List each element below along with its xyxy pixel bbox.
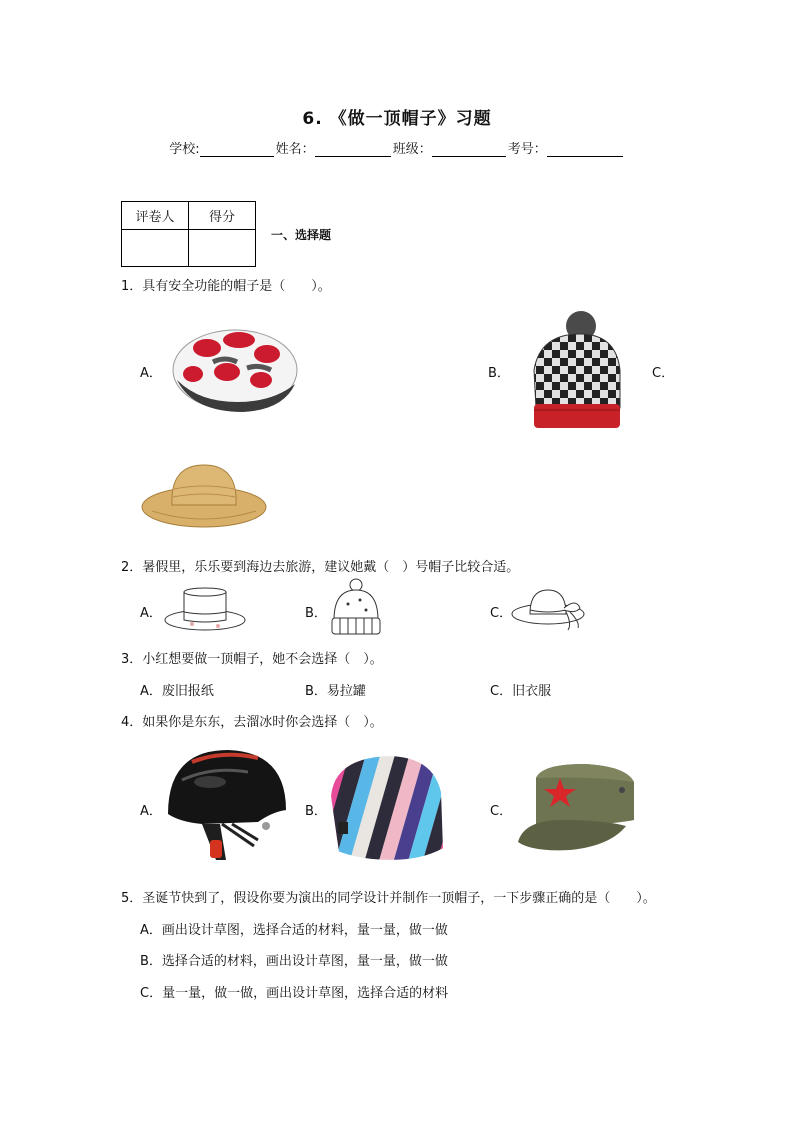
q4-option-c[interactable]: C． <box>490 804 513 819</box>
score-table <box>121 201 256 267</box>
q5-option-c[interactable]: C．量一量，做一做，画出设计草图，选择合适的材料 <box>140 986 449 1001</box>
score-header: 得分 <box>189 202 256 230</box>
q3-option-a[interactable]: A．废旧报纸 <box>140 684 214 699</box>
question-1: 1．具有安全功能的帽子是（ ）。 <box>121 279 331 294</box>
school-blank[interactable] <box>200 142 274 157</box>
q2-option-a[interactable]: A． <box>140 606 162 621</box>
score-cell[interactable] <box>189 230 256 267</box>
q3-option-c[interactable]: C．旧衣服 <box>490 684 552 699</box>
number-blank[interactable] <box>547 142 623 157</box>
section-heading: 一、选择题 <box>271 228 332 242</box>
question-5: 5．圣诞节快到了，假设你要为演出的同学设计并制作一顶帽子，一下步骤正确的是（ ）。 <box>121 891 656 906</box>
grader-cell[interactable] <box>122 230 189 267</box>
question-4: 4．如果你是东东，去溜冰时你会选择（ ）。 <box>121 715 383 730</box>
q5-option-b[interactable]: B．选择合适的材料，画出设计草图，量一量，做一做 <box>140 954 448 969</box>
knit-beanie-drawing <box>328 578 384 638</box>
q2-option-b[interactable]: B． <box>305 606 327 621</box>
name-label: 姓名： <box>275 142 315 157</box>
q4-option-b[interactable]: B． <box>305 804 327 819</box>
question-3: 3．小红想要做一顶帽子，她不会选择（ ）。 <box>121 652 383 667</box>
grader-header: 评卷人 <box>122 202 189 230</box>
q4-option-a[interactable]: A． <box>140 804 162 819</box>
sun-hat-with-bow-drawing <box>510 584 590 632</box>
school-label: 学校: <box>169 142 200 157</box>
class-label: 班级： <box>392 142 432 157</box>
page-title: 6. 《做一顶帽子》习题 <box>302 109 492 129</box>
straw-hat-image <box>140 459 268 531</box>
top-hat-drawing <box>162 584 248 634</box>
student-info-line <box>0 138 794 157</box>
class-blank[interactable] <box>432 142 506 157</box>
q1-option-b[interactable]: B． <box>488 366 510 381</box>
q1-option-a[interactable]: A． <box>140 366 162 381</box>
striped-beanie-image <box>328 752 446 864</box>
number-label: 考号： <box>507 142 547 157</box>
q5-option-a[interactable]: A．画出设计草图，选择合适的材料，量一量，做一做 <box>140 923 448 938</box>
question-2: 2．暑假里，乐乐要到海边去旅游，建议她戴（ ）号帽子比较合适。 <box>121 560 520 575</box>
q1-option-c[interactable]: C． <box>652 366 675 381</box>
army-cap-image <box>514 756 642 858</box>
bicycle-helmet-image <box>163 318 303 416</box>
q3-option-b[interactable]: B．易拉罐 <box>305 684 366 699</box>
skating-helmet-image <box>162 742 290 868</box>
q2-option-c[interactable]: C． <box>490 606 513 621</box>
checkered-beanie-image <box>512 310 630 432</box>
name-blank[interactable] <box>315 142 391 157</box>
